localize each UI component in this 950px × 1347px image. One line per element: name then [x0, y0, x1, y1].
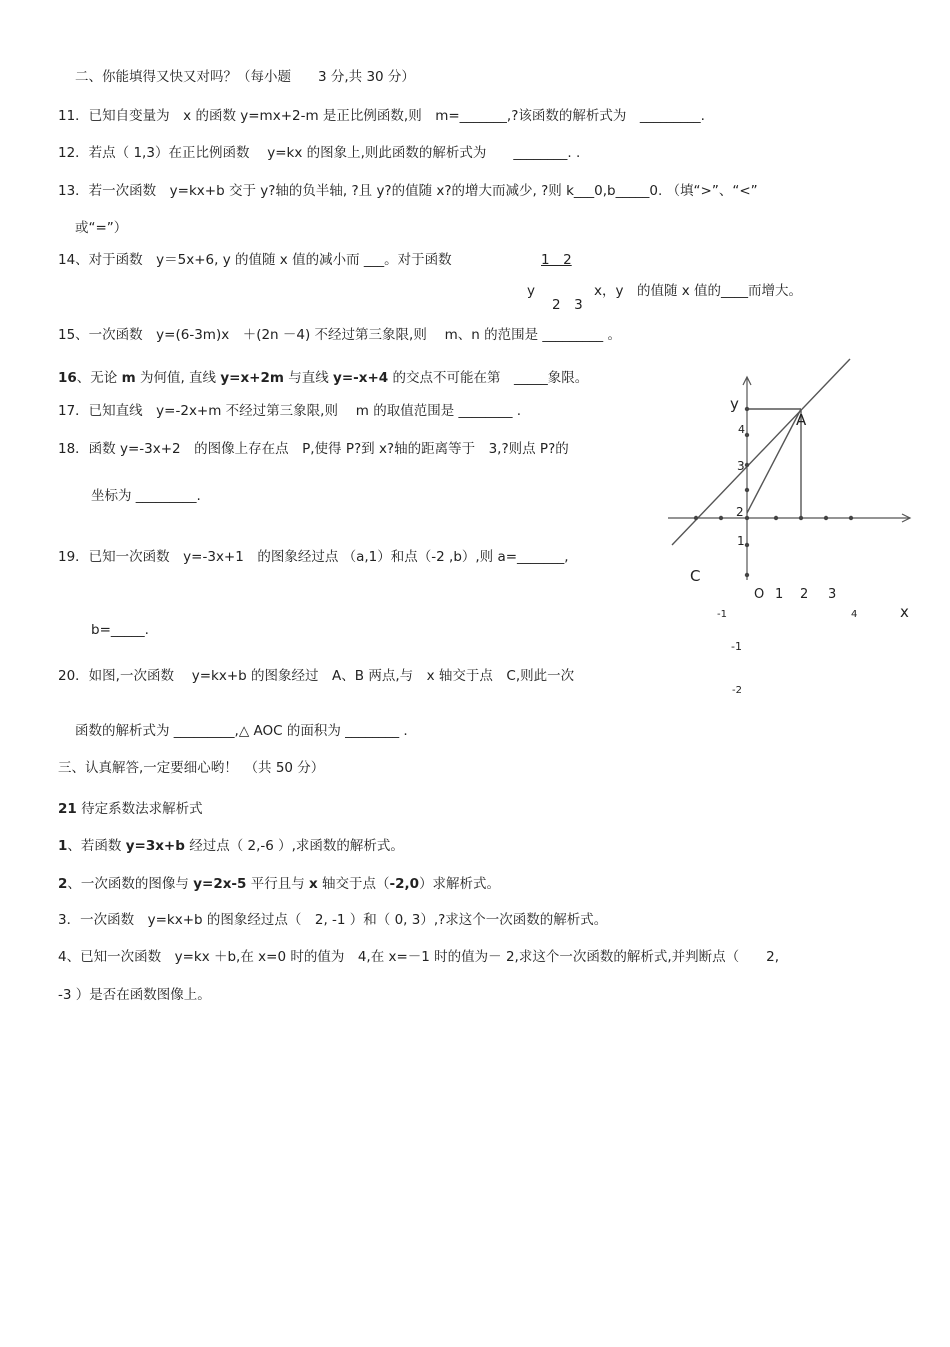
x-axis-label: x: [900, 603, 909, 621]
question-16-m: m: [121, 370, 136, 386]
question-11: 11．已知自变量为 x 的函数 y=mx+2-m 是正比例函数,则 m=_______,?该函数的解析式为 _________.: [58, 108, 705, 124]
question-16-text-b: 为何值, 直线: [139, 370, 217, 386]
y-tick-4: 4: [738, 423, 745, 436]
y-dot: [745, 573, 749, 577]
problem-1-text-b: 经过点（ 2,-6 ）,求函数的解析式。: [189, 838, 404, 854]
question-21-heading: [58, 800, 203, 818]
y-dot: [745, 407, 749, 411]
question-13-line2: 或“=”）: [75, 220, 128, 236]
y-tick-neg1: -1: [731, 640, 742, 653]
question-14-y: y: [527, 283, 535, 299]
problem-2: [58, 875, 500, 893]
point-c-label: C: [690, 567, 701, 585]
x-dot: [774, 516, 778, 520]
y-dot: [745, 488, 749, 492]
segment-ba: [747, 409, 801, 513]
problem-1-number: 1: [58, 838, 68, 854]
problem-2-text-d: ）求解析式。: [419, 876, 501, 892]
question-13-line1: 13．若一次函数 y=kx+b 交于 y?轴的负半轴, ?且 y?的值随 x?的增大而减少, ?则 k___0,b_____0. （填“>”、“<”: [58, 183, 758, 199]
y-dot: [745, 543, 749, 547]
question-21-number: 21: [58, 801, 77, 817]
problem-1-text-a: 、若函数: [67, 838, 122, 854]
question-19-line1: 19．已知一次函数 y=-3x+1 的图象经过点 （a,1）和点（-2 ,b）,则 a=_______,: [58, 549, 569, 565]
x-dot: [694, 516, 698, 520]
y-axis-label: y: [730, 395, 739, 413]
y-tick-3: 3: [737, 459, 745, 473]
problem-2-text-a: 、一次函数的图像与: [67, 876, 189, 892]
question-16-text-a: 、无论: [76, 370, 118, 386]
origin-label: O: [754, 587, 765, 602]
x-tick-1: 1: [775, 587, 784, 602]
question-18-line1: 18．函数 y=-3x+2 的图像上存在点 P,使得 P?到 x?轴的距离等于 3,?则点 P?的: [58, 441, 569, 457]
problem-1: [58, 837, 404, 855]
problem-2-point: -2,0: [389, 876, 420, 892]
question-18-line2: 坐标为 _________.: [91, 488, 201, 504]
x-tick-3: 3: [828, 587, 837, 602]
problem-4-line2: -3 ）是否在函数图像上。: [58, 987, 211, 1003]
y-dot: [745, 433, 749, 437]
question-15: 15、一次函数 y=(6-3m)x ＋(2n －4) 不经过第三象限,则 m、n 的范围是 _________ 。: [58, 327, 621, 343]
x-dot: [824, 516, 828, 520]
question-16-text-c: 与直线: [288, 370, 329, 386]
x-dot: [799, 516, 803, 520]
function-line: [672, 359, 850, 545]
y-dot: [745, 463, 749, 467]
x-tick-neg1: -1: [717, 609, 727, 620]
y-tick-2: 2: [736, 505, 744, 519]
question-14-line2: x，y 的值随 x 值的____而增大。: [594, 283, 803, 299]
question-16: [58, 369, 588, 387]
section3-title: 三、认真解答,一定要细心哟！ （共 50 分）: [58, 760, 325, 776]
problem-2-number: 2: [58, 876, 68, 892]
section2-title: 二、你能填得又快又对吗？（每小题 3 分,共 30 分）: [75, 69, 415, 85]
problem-1-equation: y=3x+b: [125, 838, 185, 854]
problem-2-equation: y=2x-5: [193, 876, 247, 892]
question-16-eq2: y=-x+4: [333, 370, 389, 386]
question-14-line1: 14、对于函数 y＝5x+6, y 的值随 x 值的减小而 ___。对于函数: [58, 252, 452, 268]
question-12: 12．若点（ 1,3）在正比例函数 y=kx 的图象上,则此函数的解析式为 ________. .: [58, 145, 581, 161]
x-dot: [849, 516, 853, 520]
question-20-line2: 函数的解析式为 _________,△ AOC 的面积为 ________ .: [75, 723, 408, 739]
coordinate-graph: [660, 355, 940, 715]
question-14-fraction-numerator: 1 2: [541, 252, 572, 268]
question-14-fraction-denominator: 2 3: [552, 297, 583, 313]
y-dot: [745, 516, 749, 520]
problem-4-line1: 4、已知一次函数 y=kx ＋b,在 x=0 时的值为 4,在 x=－1 时的值为－ 2,求这个一次函数的解析式,并判断点（ 2,: [58, 949, 780, 965]
problem-2-text-c: 轴交于点（: [322, 876, 390, 892]
x-tick-2: 2: [800, 587, 809, 602]
question-16-eq1: y=x+2m: [220, 370, 284, 386]
question-17: 17．已知直线 y=-2x+m 不经过第三象限,则 m 的取值范围是 ________ .: [58, 403, 522, 419]
problem-2-text-b: 平行且与: [250, 876, 305, 892]
question-19-line2: b=_____.: [91, 622, 149, 638]
problem-2-x: x: [309, 876, 318, 892]
problem-3: 3．一次函数 y=kx+b 的图象经过点（ 2, -1 ）和（ 0, 3）,?求这个一次函数的解析式。: [58, 912, 608, 928]
question-16-text-d: 的交点不可能在第 _____象限。: [392, 370, 589, 386]
question-16-number: 16: [58, 370, 77, 386]
y-tick-1: 1: [737, 534, 745, 548]
x-tick-4: 4: [851, 609, 858, 620]
point-a-label: A: [796, 411, 807, 429]
y-tick-neg2: -2: [732, 685, 742, 696]
question-20-line1: 20．如图,一次函数 y=kx+b 的图象经过 A、B 两点,与 x 轴交于点 C,则此一次: [58, 668, 575, 684]
x-dot: [719, 516, 723, 520]
question-21-title: 待定系数法求解析式: [76, 801, 203, 817]
